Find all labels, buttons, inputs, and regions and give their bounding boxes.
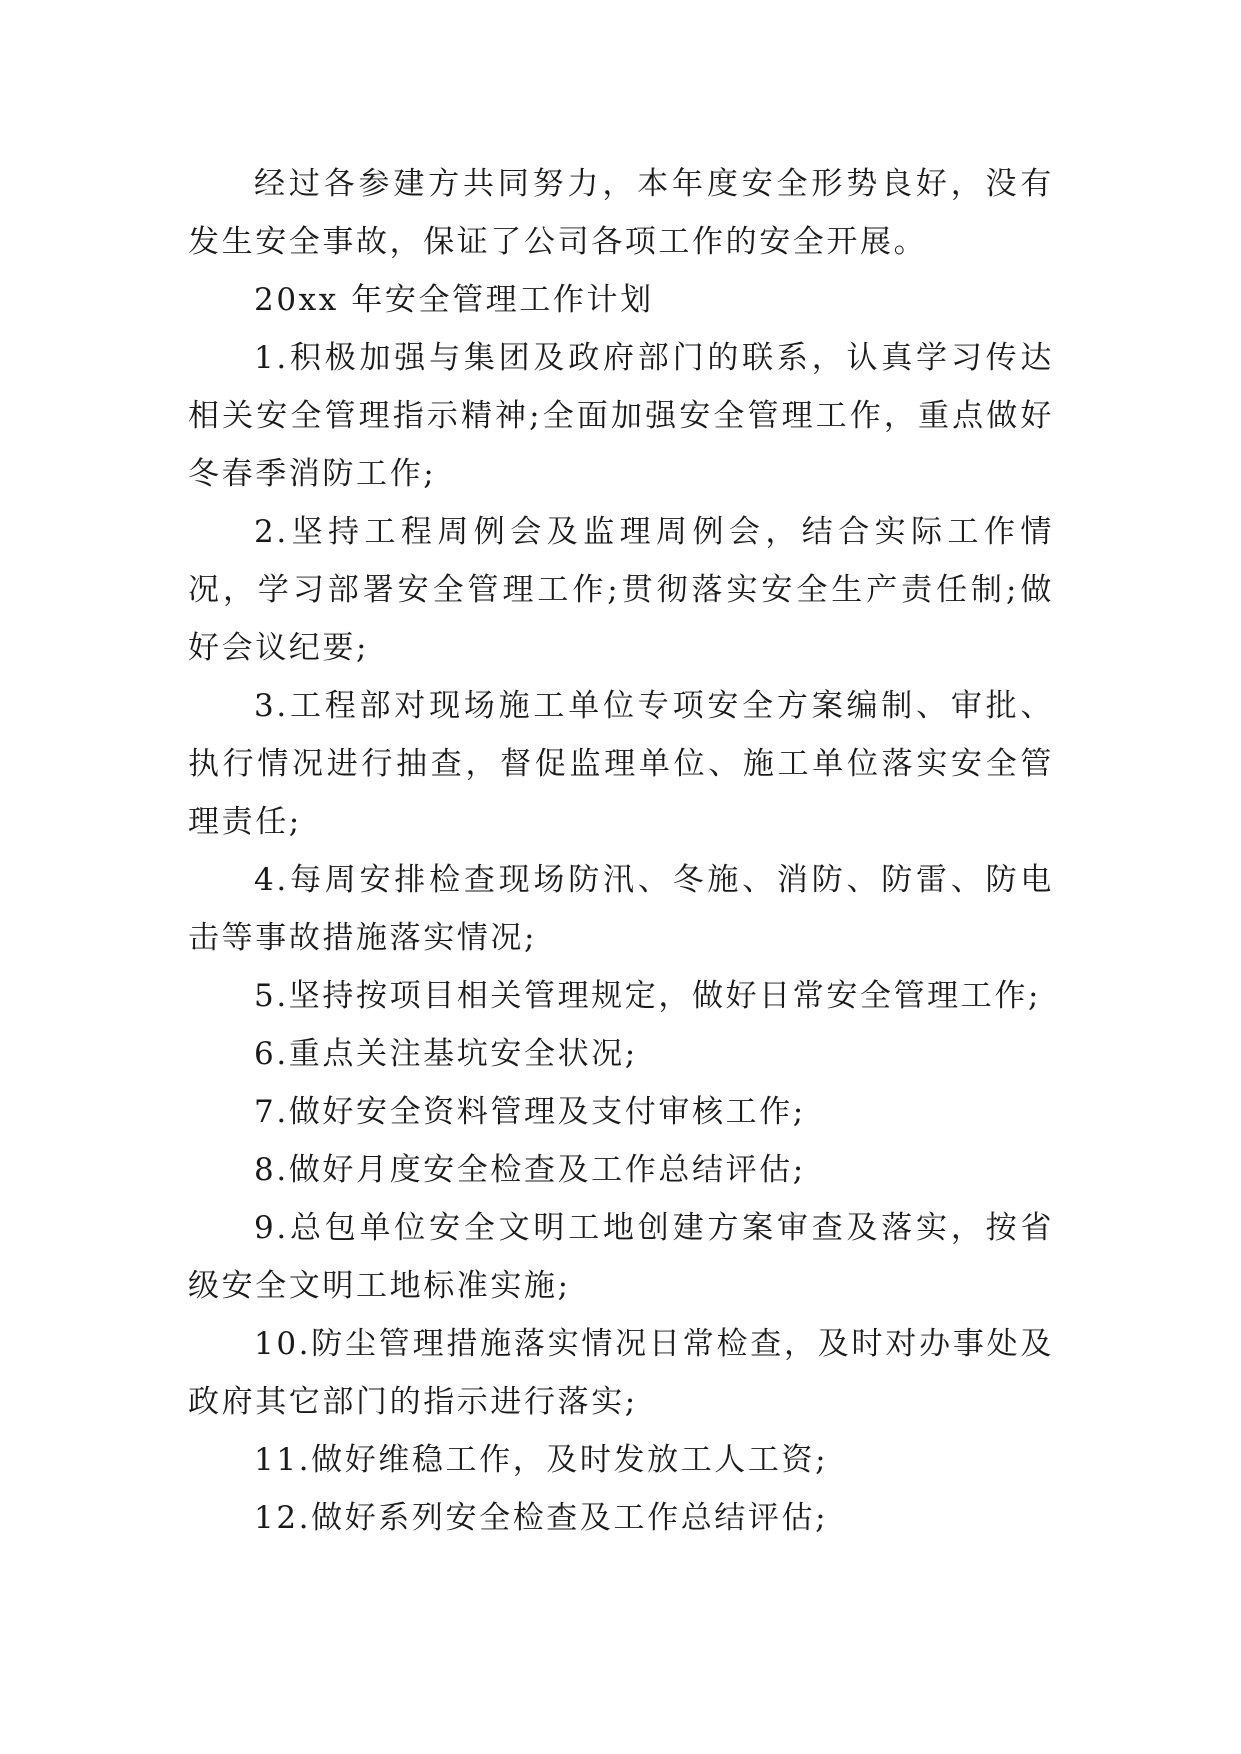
list-item: 6.重点关注基坑安全状况; (254, 1036, 638, 1072)
plan-title: 20xx 年安全管理工作计划 (254, 282, 654, 318)
list-item: 4.每周安排检查现场防汛、冬施、消防、防雷、防电击等事故措施落实情况; (188, 862, 1054, 956)
list-item: 10.防尘管理措施落实情况日常检查，及时对办事处及政府其它部门的指示进行落实; (188, 1326, 1054, 1420)
document-body (188, 155, 1054, 1547)
list-item: 2.坚持工程周例会及监理周例会，结合实际工作情况，学习部署安全管理工作;贯彻落实安全生产责任制;做好会议纪要; (188, 514, 1054, 666)
list-item: 7.做好安全资料管理及支付审核工作; (254, 1094, 806, 1130)
list-item: 9.总包单位安全文明工地创建方案审查及落实，按省级安全文明工地标准实施; (188, 1210, 1054, 1304)
list-item: 12.做好系列安全检查及工作总结评估; (254, 1500, 829, 1536)
list-item: 3.工程部对现场施工单位专项安全方案编制、审批、执行情况进行抽查，督促监理单位、施工单位落实安全管理责任; (188, 688, 1054, 840)
list-item: 1.积极加强与集团及政府部门的联系，认真学习传达相关安全管理指示精神;全面加强安全管理工作，重点做好冬春季消防工作; (188, 340, 1054, 492)
list-item: 8.做好月度安全检查及工作总结评估; (254, 1152, 806, 1188)
list-item: 11.做好维稳工作，及时发放工人工资; (254, 1442, 829, 1478)
list-item: 5.坚持按项目相关管理规定，做好日常安全管理工作; (254, 978, 1042, 1014)
plan-list (188, 329, 1054, 1547)
intro-paragraph: 经过各参建方共同努力，本年度安全形势良好，没有发生安全事故，保证了公司各项工作的安全开展。 (188, 166, 1054, 260)
